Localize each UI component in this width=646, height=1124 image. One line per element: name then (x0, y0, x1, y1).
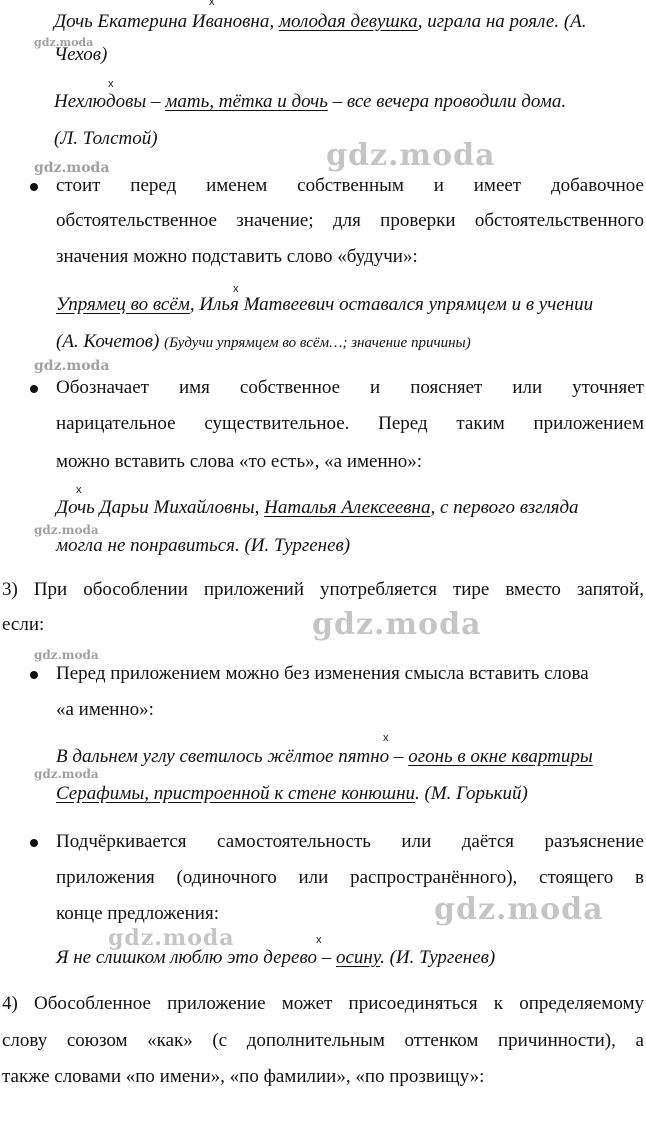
example-5-line-1 (56, 745, 593, 769)
bullet-2-line-2 (56, 412, 644, 436)
word: обстоятельственного (474, 210, 644, 231)
word: оттенком (404, 1030, 479, 1051)
example-3-text-b: , Илья Матвеевич оставался упрямцем и в учении (189, 294, 594, 315)
example-5-author: . (М. Горький) (415, 783, 528, 804)
example-2-appositive: мать, тётка и дочь (165, 91, 328, 112)
bullet-dot-1 (30, 183, 38, 191)
word: союзом (66, 1030, 128, 1051)
word: присоединяться (348, 993, 478, 1014)
example-4-text-b: , с первого взгляда (430, 497, 579, 518)
word: приложений (203, 579, 305, 600)
example-6-line-1 (56, 946, 495, 970)
word: самостоятельность (217, 831, 371, 852)
bullet-4-line-3: конце предложения: (56, 903, 219, 924)
example-5-line-2 (56, 782, 528, 806)
example-1-text-b: , играла на рояле. (А. (417, 11, 587, 32)
bullet-1-line-3: значения можно подставить слово «будучи»: (56, 246, 418, 267)
word: нарицательное (56, 413, 176, 434)
watermark-small-6: gdz.moda (34, 767, 99, 781)
example-4-text-a: Дочь Дарьи Михайловны, (56, 497, 265, 518)
bullet-3-line-1: Перед приложением можно без изменения смысла вставить слова (56, 663, 589, 684)
word: может (281, 993, 333, 1014)
example-2-line-2: (Л. Толстой) (54, 128, 158, 149)
word: таким (456, 413, 505, 434)
example-1-line-2: Чехов) (54, 44, 108, 65)
watermark-big-2: gdz.moda (312, 607, 482, 642)
word: проверки (380, 210, 456, 231)
paragraph-3-line-2: если: (2, 614, 45, 635)
word: стоит (56, 175, 101, 196)
example-3-author: (А. Кочетов) (56, 331, 165, 352)
word: а (635, 1030, 644, 1051)
word: имя (178, 377, 210, 398)
bullet-4-line-1 (56, 830, 644, 854)
word: употребляется (320, 579, 437, 600)
example-3-note: (Будучи упрямцем во всём…; значение причины) (164, 335, 471, 351)
watermark-small-4: gdz.moda (34, 523, 99, 537)
x-mark-3: x (233, 283, 239, 295)
word: добавочное (550, 175, 644, 196)
example-6-author: . (И. Тургенев) (380, 947, 496, 968)
word: даётся (461, 831, 514, 852)
bullet-2-line-1 (56, 376, 644, 400)
example-2-text-b: – все вечера проводили дома. (327, 91, 567, 112)
word: обстоятельственное (56, 210, 217, 231)
word: перед (130, 175, 177, 196)
word: именем (206, 175, 268, 196)
word: запятой, (576, 579, 644, 600)
bullet-1-line-2 (56, 209, 644, 233)
word: При (33, 579, 68, 600)
word: и (370, 377, 381, 398)
bullet-3-line-2: «а именно»: (56, 699, 154, 720)
word: дополнительным (246, 1030, 385, 1051)
example-5-appositive-1: огонь в окне квартиры (408, 746, 593, 767)
bullet-4-line-2 (56, 866, 644, 890)
bullet-2-line-3: можно вставить слова «то есть», «а именно»: (56, 451, 423, 472)
word: приложением (533, 413, 644, 434)
example-3-appositive: Упрямец во всём (56, 294, 190, 315)
word: (с (212, 1030, 228, 1051)
example-6-text-a: Я не слишком люблю это дерево – (56, 947, 336, 968)
example-4-line-2: могла не понравиться. (И. Тургенев) (56, 535, 351, 556)
word: для (332, 210, 361, 231)
word: и (433, 175, 444, 196)
watermark-small-3: gdz.moda (34, 358, 110, 374)
word: собственным (297, 175, 404, 196)
word: к (493, 993, 504, 1014)
word: существительное. (204, 413, 350, 434)
x-mark-2: x (108, 78, 114, 90)
word: или (298, 867, 329, 888)
x-mark-4: x (76, 484, 82, 496)
word: разъяснение (544, 831, 644, 852)
paragraph-4-line-1 (2, 992, 644, 1016)
word: собственное (239, 377, 341, 398)
word: обособлении (83, 579, 188, 600)
word: имеет (473, 175, 522, 196)
word: (одиночного (176, 867, 277, 888)
word: стоящего (539, 867, 614, 888)
word: причинности), (498, 1030, 616, 1051)
example-3-line-1 (56, 293, 593, 317)
example-4-line-1 (56, 496, 579, 520)
word: «как» (147, 1030, 193, 1051)
watermark-small-5: gdz.moda (34, 648, 99, 662)
example-5-appositive-2: Серафимы, пристроенной к стене конюшни (56, 783, 415, 804)
example-4-appositive: Наталья Алексеевна (264, 497, 431, 518)
example-2-text-a: Нехлюдовы – (54, 91, 166, 112)
word: слову (2, 1030, 48, 1051)
bullet-dot-2 (30, 385, 38, 393)
bullet-1-line-1 (56, 174, 644, 198)
bullet-dot-4 (30, 839, 38, 847)
watermark-small-2: gdz.moda (34, 160, 110, 176)
example-3-line-2 (56, 330, 471, 355)
watermark-big-1: gdz.moda (326, 138, 496, 173)
watermark-small-1: gdz.moda (34, 36, 94, 49)
word: приложение (167, 993, 266, 1014)
word: приложения (56, 867, 155, 888)
word: Перед (378, 413, 428, 434)
bullet-dot-3 (30, 671, 38, 679)
word: 4) (2, 993, 18, 1014)
x-mark-5: x (383, 732, 389, 744)
x-mark-6: x (316, 934, 322, 946)
watermark-big-4: gdz.moda (108, 925, 235, 951)
word: в (635, 867, 644, 888)
paragraph-3-line-1 (2, 578, 644, 602)
example-6-appositive: осину (335, 947, 381, 968)
word: или (512, 377, 543, 398)
paragraph-4-line-3: также словами «по имени», «по фамилии», «по прозвищу»: (2, 1066, 485, 1087)
word: 3) (2, 579, 18, 600)
word: значение; (236, 210, 314, 231)
word: определяемому (519, 993, 644, 1014)
paragraph-4-line-2 (2, 1029, 644, 1053)
example-2-line-1 (54, 90, 566, 114)
word: Обособленное (34, 993, 151, 1014)
example-1-line-1 (54, 10, 587, 34)
example-1-appositive: молодая девушка (278, 11, 418, 32)
example-1-text-a: Дочь Екатерина Ивановна, (54, 11, 279, 32)
word: или (401, 831, 432, 852)
watermark-big-3: gdz.moda (434, 892, 604, 927)
word: Подчёркивается (56, 831, 187, 852)
word: вместо (505, 579, 561, 600)
x-mark-1: x (209, 0, 215, 8)
word: тире (452, 579, 490, 600)
word: уточняет (572, 377, 644, 398)
word: поясняет (410, 377, 483, 398)
word: Обозначает (56, 377, 149, 398)
word: распространённого), (350, 867, 518, 888)
example-5-text-a: В дальнем углу светилось жёлтое пятно – (56, 746, 409, 767)
